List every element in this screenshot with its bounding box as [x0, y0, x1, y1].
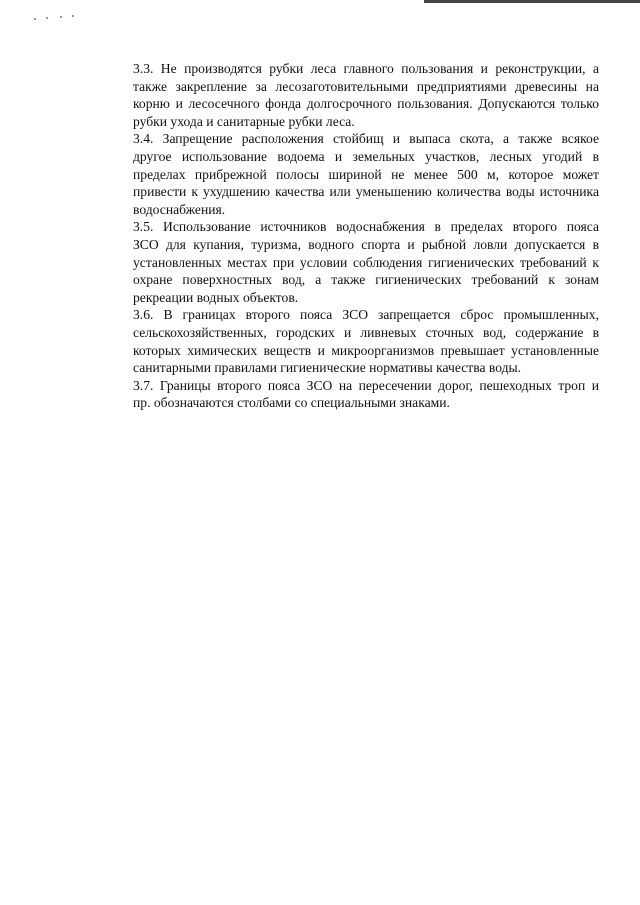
text-line: охране поверхностных вод, а также гигиенических требований к зонам: [133, 272, 599, 288]
text-line: также закрепление за лесозаготовительными предприятиями древесины на: [133, 78, 599, 94]
top-edge-rule: [424, 0, 640, 3]
paragraph-3-5: [105, 218, 599, 306]
text-line: другое использование водоема и земельных участков, лесных угодий в: [133, 148, 599, 164]
text-line: 3.7. Границы второго пояса ЗСО на пересечении дорог, пешеходных троп и: [133, 377, 599, 393]
text-line: 3.6. В границах второго пояса ЗСО запрещается сброс промышленных,: [133, 307, 599, 323]
paragraph-3-7: [105, 377, 599, 412]
text-line: 3.3. Не производятся рубки леса главного пользования и реконструкции, а: [133, 61, 599, 76]
scan-marks: [34, 14, 84, 22]
text-line: пр. обозначаются столбами со специальными знаками.: [133, 395, 450, 411]
text-line: установленных местах при условии соблюдения гигиенических требований к: [133, 254, 599, 270]
paragraph-3-6: [105, 306, 599, 376]
text-line: рубки ухода и санитарные рубки леса.: [133, 113, 355, 129]
text-line: сельскохозяйственных, городских и ливневых сточных вод, содержание в: [133, 324, 599, 340]
text-line: корню и лесосечного фонда долгосрочного пользования. Допускаются только: [133, 96, 599, 112]
text-line: 3.4. Запрещение расположения стойбищ и выпаса скота, а также всякое: [133, 131, 599, 147]
document-body: [105, 60, 599, 412]
text-line: водоснабжения.: [133, 201, 226, 217]
paragraph-3-4: [105, 130, 599, 218]
text-line: ЗСО для купания, туризма, водного спорта и рыбной ловли допускается в: [133, 236, 599, 252]
paragraph-3-3: [105, 60, 599, 130]
text-line: которых химических веществ и микроорганизмов превышает установленные: [133, 342, 599, 358]
text-line: пределах прибрежной полосы шириной не менее 500 м, которое может: [133, 166, 599, 182]
text-line: привести к ухудшению качества или уменьшению количества воды источника: [133, 184, 599, 200]
text-line: рекреации водных объектов.: [133, 289, 299, 305]
text-line: 3.5. Использование источников водоснабжения в пределах второго пояса: [133, 219, 599, 235]
text-line: санитарными правилами гигиенические нормативы качества воды.: [133, 360, 522, 376]
